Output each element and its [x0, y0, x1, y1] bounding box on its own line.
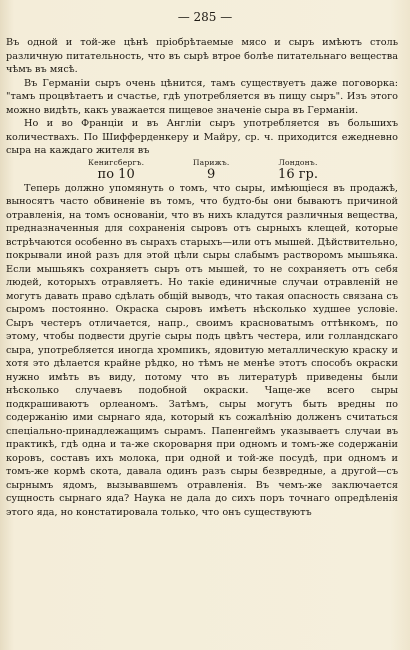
- paragraph-2: Въ Германіи сыръ очень цѣнится, тамъ существуетъ даже поговорка: "тамъ процвѣтаетъ и счастье, гдѣ употребляется въ пищу сыръ". Изъ этого можно видѣть, какъ уважается пищевое значеніе сыра въ Германіи.: [6, 77, 398, 116]
- table-column-konigsberg: [88, 158, 144, 182]
- table-column-london: [278, 158, 318, 182]
- paragraph-4: Теперь должно упомянуть о томъ, что сыры, имѣющіеся въ продажѣ, выносятъ часто обвиненіе въ томъ, что будто-бы они бываютъ причиной отравленія, на томъ основаніи, что въ нихъ кладутся различныя вещества, предназначенныя для сохраненія сыровъ отъ сырныхъ клещей, которые встрѣчаются особенно въ сырахъ старыхъ—или отъ мышей. Дѣйствительно, покрывали иной разъ для этой цѣли сыры слабымъ растворомъ мышьяка. Если мышьякъ сохраняетъ сыръ отъ мышей, то не сохраняетъ отъ себя людей, которыхъ отравляетъ. Но такіе единичные случаи отравленій не могутъ давать право сдѣлать общій выводъ, что такая опасность связана съ сыромъ постоянно. Окраска сыровъ имѣетъ нѣсколько худшее условіе. Сыръ честеръ отличается, напр., своимъ красноватымъ оттѣнкомъ, по этому, чтобы подвести другіе сыры подъ цвѣтъ честера, или голландскаго сыра, употребляется иногда хромпикъ, ядовитую металлическую краску и хотя это дѣлается крайне рѣдко, но тѣмъ не менѣе этотъ способъ окраски нужно имѣть въ виду, потому что въ литературѣ приведены были нѣсколько случаевъ подобной окраски. Чаще-же всего сыры подкрашиваютъ орлеаномъ. Затѣмъ, сыры могутъ быть вредны по содержанію ими сырнаго яда, который къ сожалѣнію долженъ считаться спеціально-принадлежащимъ сырамъ. Папенгеймъ указываетъ случаи въ практикѣ, гдѣ одна и та-же скороварня при одномъ и томъ-же содержаніи коровъ, составъ ихъ молока, при одной и той-же посудѣ, при одномъ и томъ-же кормѣ скота, давала одинъ разъ сыры безвредные, а другой—съ сырнымъ ядомъ, вызывавшемъ отравленія. Въ чемъ-же заключается сущность сырнаго яда? Наука не дала до сихъ поръ точнаго опредѣленія этого яда, но констатировала только, что онъ существуютъ: [6, 182, 398, 518]
- page-body: [6, 36, 398, 519]
- table-value: по 10: [97, 166, 135, 182]
- table-city-label: Лондонъ.: [278, 157, 318, 167]
- cheese-consumption-table: [6, 158, 398, 182]
- table-city-label: Кенигсбергъ.: [88, 157, 145, 167]
- paragraph-1: Въ одной и той-же цѣнѣ пріобрѣтаемые мясо и сыръ имѣютъ столь различную питательность, что въ сырѣ втрое болѣе питательнаго вещества чѣмъ въ мясѣ.: [6, 37, 398, 75]
- paragraph-3: Но и во Франціи и въ Англіи сыръ употребляется въ большихъ количествахъ. По Шифферденкеру и Майру, ср. ч. приходится ежедневно сыра на каждаго жителя въ: [6, 118, 398, 156]
- table-value: 9: [207, 166, 216, 182]
- table-value: 16 гр.: [278, 166, 318, 182]
- table-column-paris: [193, 158, 230, 182]
- table-city-label: Парижъ.: [192, 157, 230, 167]
- page-number: — 285 —: [177, 10, 233, 24]
